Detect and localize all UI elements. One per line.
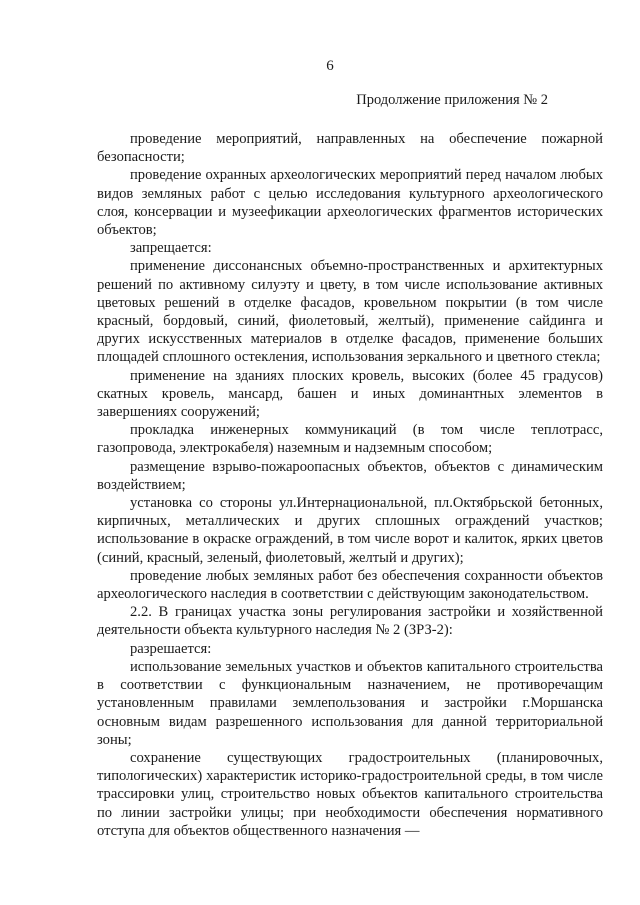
paragraph-dissonant-solutions: применение диссонансных объемно-пространственных и архитектурных решений по активному силуэту и цвету, в том числе использование активных цветовых решений в отделке фасадов, кровельном покрытии (в том числе красный, бордовый, синий, фиолетовый, желтый), применение сайдинга и других искусственных материалов в отделке фасадов, применение больших площадей сплошного остекления, использования зеркального и цветного стекла; <box>97 258 603 366</box>
page-number: 6 <box>326 58 334 74</box>
paragraph-hazardous-objects: размещение взрыво-пожароопасных объектов, объектов с динамическим воздействием; <box>97 458 603 493</box>
paragraph-roofs: применение на зданиях плоских кровель, высоких (более 45 градусов) скатных кровель, мансард, башен и иных доминантных элементов в завершениях сооружений; <box>97 367 603 421</box>
paragraph-utilities: прокладка инженерных коммуникаций (в том числе теплотрасс, газопровода, электрокабеля) наземным и надземным способом; <box>97 422 603 457</box>
paragraph-fire-safety: проведение мероприятий, направленных на обеспечение пожарной безопасности; <box>97 131 603 166</box>
paragraph-land-use: использование земельных участков и объектов капитального строительства в соответствии с функциональным назначением, не противоречащим установленным правилами землепользования и застройки г.Моршанска основным видам разрешенного использования для данной территориальной зоны; <box>97 658 603 748</box>
paragraph-urban-characteristics: сохранение существующих градостроительных (планировочных, типологических) характеристик историко-градостроительной среды, в том числе трассировки улиц, строительство новых объектов капитального строительства по линии застройки улицы; при необходимости обеспечения нормативного отступа для объектов общественного назначения — <box>97 749 603 839</box>
appendix-continuation-header: Продолжение приложения № 2 <box>356 92 548 108</box>
paragraph-prohibited-heading: запрещается: <box>130 240 212 257</box>
paragraph-earthworks: проведение любых земляных работ без обеспечения сохранности объектов археологического наследия в соответствии с действующим законодательством. <box>97 567 603 603</box>
paragraph-permitted-heading: разрешается: <box>130 640 212 657</box>
paragraph-fences: установка со стороны ул.Интернациональной, пл.Октябрьской бетонных, кирпичных, металлических и других сплошных ограждений участков; использование в окраске ограждений, в том числе ворот и калиток, ярких цветов (синий, красный, зеленый, фиолетовый, желтый и других); <box>97 495 603 566</box>
document-body <box>97 130 603 840</box>
paragraph-section-2-2: 2.2. В границах участка зоны регулирования застройки и хозяйственной деятельности объекта культурного наследия № 2 (ЗРЗ-2): <box>97 604 603 639</box>
paragraph-archaeology: проведение охранных археологических мероприятий перед началом любых видов земляных работ с целью исследования культурного археологического слоя, консервации и музеефикации археологических фрагментов исторических объектов; <box>97 167 603 239</box>
